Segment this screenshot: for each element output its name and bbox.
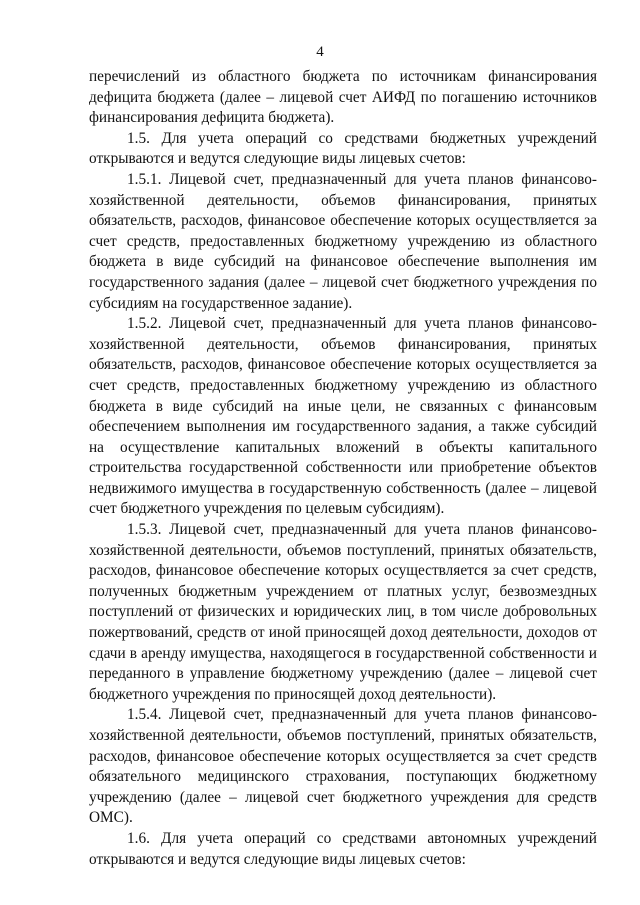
paragraph-1-5-1: 1.5.1. Лицевой счет, предназначенный для учета планов финансово-хозяйственной деятельности, объемов финансирования, принятых обязательств, расходов, финансовое обеспечение которых осуществляется за счет средств, предоставленных бюджетному учреждению из областного бюджета в виде субсидий на финансовое обеспечение выполнения им государственного задания (далее – лицевой счет бюджетного учреждения по субсидиям на государственное задание). [89,170,597,312]
paragraph-continuation: перечислений из областного бюджета по источникам финансирования дефицита бюджета (далее – лицевой счет АИФД по погашению источников финансирования дефицита бюджета). [89,68,597,127]
paragraph-1-5-4: 1.5.4. Лицевой счет, предназначенный для учета планов финансово-хозяйственной деятельности, объемов поступлений, принятых обязательств, расходов, финансовое обеспечение которых осуществляется за счет средств обязательного медицинского страхования, поступающих бюджетному учреждению (далее – лицевой счет бюджетного учреждения для средств ОМС). [89,706,597,827]
document-body [89,67,597,870]
page-number: 4 [316,44,324,60]
paragraph-1-5-2: 1.5.2. Лицевой счет, предназначенный для учета планов финансово-хозяйственной деятельности, объемов финансирования, принятых обязательств, расходов, финансовое обеспечение которых осуществляется за счет средств, предоставленных бюджетному учреждению из областного бюджета в виде субсидий на иные цели, не связанных с финансовым обеспечением выполнения им государственного задания, а также субсидий на осуществление капитальных вложений в объекты капитального строительства государственной собственности или приобретение объектов недвижимого имущества в государственную собственность (далее – лицевой счет бюджетного учреждения по целевым субсидиям). [89,315,597,518]
paragraph-1-5-3: 1.5.3. Лицевой счет, предназначенный для учета планов финансово-хозяйственной деятельности, объемов поступлений, принятых обязательств, расходов, финансовое обеспечение которых осуществляется за счет средств, полученных бюджетным учреждением от платных услуг, безвозмездных поступлений от физических и юридических лиц, в том числе добровольных пожертвований, средств от иной приносящей доход деятельности, доходов от сдачи в аренду имущества, находящегося в государственной собственности и переданного в управление бюджетному учреждению (далее – лицевой счет бюджетного учреждения по приносящей доход деятельности). [89,521,597,703]
paragraph-1-6: 1.6. Для учета операций со средствами автономных учреждений открываются и ведутся следующие виды лицевых счетов: [89,829,597,868]
paragraph-1-5: 1.5. Для учета операций со средствами бюджетных учреждений открываются и ведутся следующие виды лицевых счетов: [89,129,597,168]
